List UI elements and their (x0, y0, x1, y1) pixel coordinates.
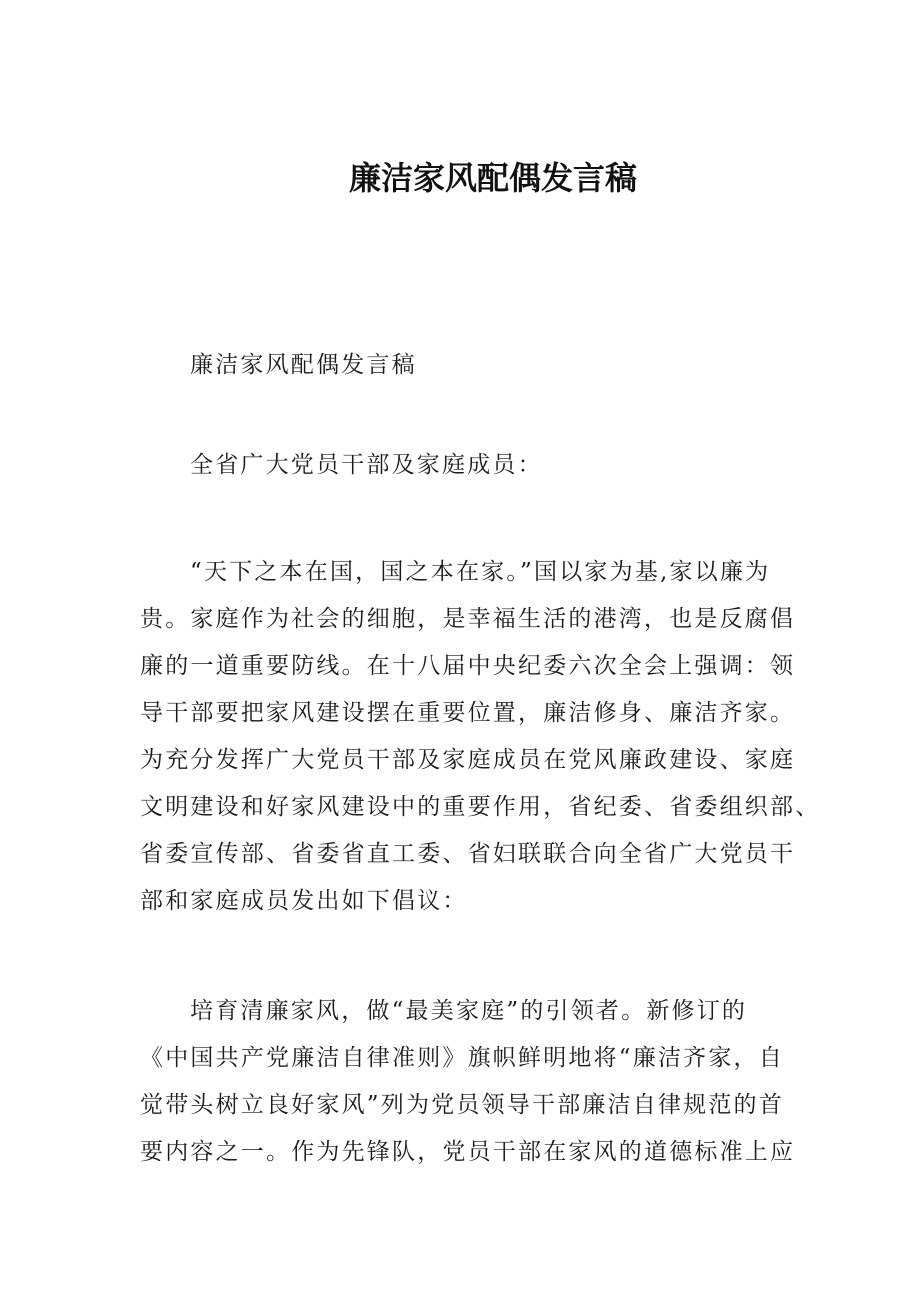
paragraph-2-line: 《中国共产党廉洁自律准则》旗帜鲜明地将“廉洁齐家，自 (140, 1045, 784, 1071)
paragraph-2-line: 觉带头树立良好家风”列为党员领导干部廉洁自律规范的首 (140, 1092, 784, 1118)
paragraph-2-line: 要内容之一。作为先锋队，党员干部在家风的道德标准上应 (140, 1139, 796, 1165)
document-title: 廉洁家风配偶发言稿 (348, 159, 637, 197)
paragraph-1-line: 导干部要把家风建设摆在重要位置，廉洁修身、廉洁齐家。 (140, 700, 796, 726)
paragraph-1-line: 部和家庭成员发出如下倡议： (140, 888, 468, 914)
document-subtitle: 廉洁家风配偶发言稿 (190, 352, 417, 378)
paragraph-1 (140, 549, 821, 925)
paragraph-2-line: 培育清廉家风，做“最美家庭”的引领者。新修订的 (190, 998, 748, 1024)
paragraph-1-line: 廉的一道重要防线。在十八届中央纪委六次全会上强调：领 (140, 653, 796, 679)
salutation: 全省广大党员干部及家庭成员： (190, 452, 543, 478)
paragraph-1-line: 文明建设和好家风建设中的重要作用，省纪委、省委组织部、 (140, 794, 821, 820)
paragraph-2 (140, 988, 796, 1176)
paragraph-1-line: 贵。家庭作为社会的细胞，是幸福生活的港湾，也是反腐倡 (140, 606, 796, 632)
paragraph-1-line: “天下之本在国，国之本在家。”国以家为基,家以廉为 (190, 559, 771, 585)
paragraph-1-line: 省委宣传部、省委省直工委、省妇联联合向全省广大党员干 (140, 841, 796, 867)
paragraph-1-line: 为充分发挥广大党员干部及家庭成员在党风廉政建设、家庭 (140, 747, 796, 773)
